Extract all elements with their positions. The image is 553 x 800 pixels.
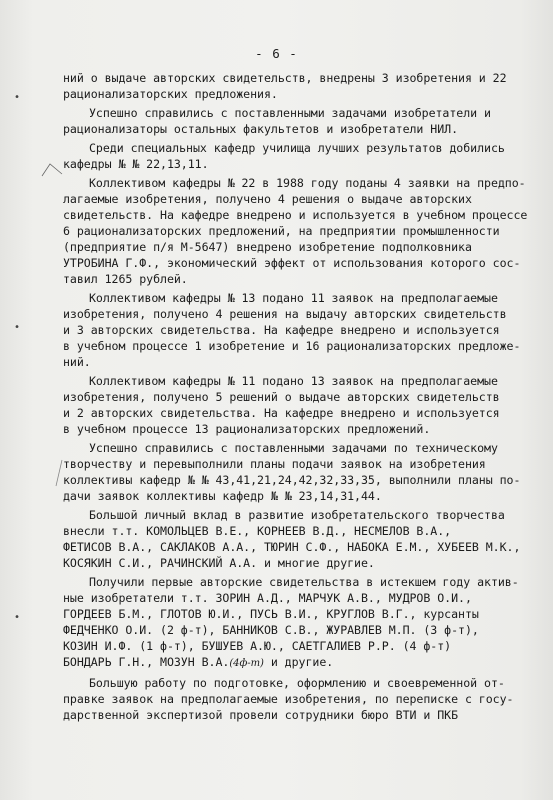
text-line: ФЕТИСОВ В.А., САКЛАКОВ А.А., ТЮРИН С.Ф., НАБОКА Е.М., ХУБЕЕВ М.К., xyxy=(63,540,521,554)
text-line: дачи заявок коллективы кафедр № № 23,14,31,44. xyxy=(63,489,382,503)
text-line: КОЗИН И.Ф. (1 ф-т), БУШУЕВ А.Ю., САЕТГАЛИЕВ Р.Р. (4 ф-т) xyxy=(63,639,452,653)
text-line: дарственной экспертизой провели сотрудники бюро ВТИ и ПКБ xyxy=(63,708,459,722)
text-line: свидетельств. На кафедре внедрено и используется в учебном процессе xyxy=(63,208,528,222)
text-line: ний. xyxy=(63,355,91,369)
margin-mark: • xyxy=(14,92,21,103)
paragraph xyxy=(63,140,513,172)
text-line: (предприятие п/я М-5647) внедрено изобретение подполковника xyxy=(63,240,472,254)
text-line: тавил 1265 рублей. xyxy=(63,272,188,286)
paragraph xyxy=(63,675,513,723)
paragraph xyxy=(63,507,521,571)
text-line: КОСЯКИН С.И., РАЧИНСКИЙ А.А. и многие другие. xyxy=(63,556,375,570)
text-line: ГОРДЕЕВ Б.М., ГЛОТОВ Ю.И., ПУСЬ В.И., КРУГЛОВ В.Г., курсанты xyxy=(63,607,479,621)
margin-mark: • xyxy=(14,322,21,333)
paragraph xyxy=(63,574,519,672)
text-line: ний о выдаче авторских свидетельств, внедрены 3 изобретения и 22 xyxy=(63,71,507,85)
text-line: внесли т.т. КОМОЛЬЦЕВ В.Е., КОРНЕЕВ В.Д., НЕСМЕЛОВ В.А., xyxy=(63,524,452,538)
text-line: Большую работу по подготовке, оформлению и своевременной от- xyxy=(89,676,505,690)
page-number: - 6 - xyxy=(255,46,298,61)
text-line: УТРОБИНА Г.Ф., экономический эффект от использования которого сос- xyxy=(63,256,521,270)
text-line: в учебном процессе 1 изобретение и 16 рационализаторских предложе- xyxy=(63,339,521,353)
text-line-part: БОНДАРЬ Г.Н., МОЗУН В.А. xyxy=(63,655,230,669)
text-line: 6 рационализаторских предложений, на предприятии промышленности xyxy=(63,224,500,238)
text-line: Коллективом кафедры № 11 подано 13 заявок на предполагаемые xyxy=(89,374,498,388)
paragraph xyxy=(63,440,521,504)
text-line: Большой личный вклад в развитие изобретательского творчества xyxy=(89,508,505,522)
text-line: творчеству и перевыполнили планы подачи заявок на изобретения xyxy=(63,457,486,471)
paragraph xyxy=(63,105,513,137)
text-line: ФЕДЧЕНКО О.И. (2 ф-т), БАННИКОВ С.В., ЖУРАВЛЕВ М.П. (3 ф-т), xyxy=(63,623,479,637)
text-line: рационализаторских предложения. xyxy=(63,87,278,101)
text-line: Коллективом кафедры № 13 подано 11 заявок на предполагаемые xyxy=(89,291,498,305)
paragraph xyxy=(63,70,513,102)
document-body xyxy=(63,70,528,726)
text-line: изобретения, получено 5 решений о выдаче авторских свидетельств xyxy=(63,390,500,404)
text-line: лагаемые изобретения, получено 4 решения о выдаче авторских xyxy=(63,192,472,206)
text-line: ные изобретатели т.т. ЗОРИН А.Д., МАРЧУК А.В., МУДРОВ О.И., xyxy=(63,591,472,605)
text-line: Успешно справились с поставленными задачами изобретатели и xyxy=(89,106,491,120)
text-line: изобретения, получено 4 решения на выдачу авторских свидетельств xyxy=(63,307,507,321)
text-line: и 2 авторских свидетельства. На кафедре внедрено и используется xyxy=(63,406,500,420)
text-line xyxy=(37,654,513,672)
text-line: правке заявок на предполагаемые изобретения, по переписке с госу- xyxy=(63,692,514,706)
text-line: кафедры № № 22,13,11. xyxy=(63,157,209,171)
text-line: рационализаторы остальных факультетов и изобретатели НИЛ. xyxy=(63,122,459,136)
text-line: Среди специальных кафедр училища лучших результатов добились xyxy=(89,141,505,155)
text-line: и 3 авторских свидетельства. На кафедре внедрено и используется xyxy=(63,323,500,337)
paragraph xyxy=(63,290,521,370)
paragraph xyxy=(63,373,513,437)
text-line: Получили первые авторские свидетельства в истекшем году актив- xyxy=(89,575,519,589)
handwritten-insert: (4ф-т) xyxy=(229,658,264,669)
text-line-part: и другие. xyxy=(263,655,334,669)
text-line: коллективы кафедр № № 43,41,21,24,42,32,33,35, выполнили планы по- xyxy=(63,473,521,487)
paragraph xyxy=(63,175,528,287)
text-line: Успешно справились с поставленными задачами по техническому xyxy=(89,441,498,455)
text-line: Коллективом кафедры № 22 в 1988 году поданы 4 заявки на предпо- xyxy=(89,176,526,190)
text-line: в учебном процессе 13 рационализаторских предложений. xyxy=(63,422,431,436)
margin-mark: • xyxy=(14,612,21,623)
